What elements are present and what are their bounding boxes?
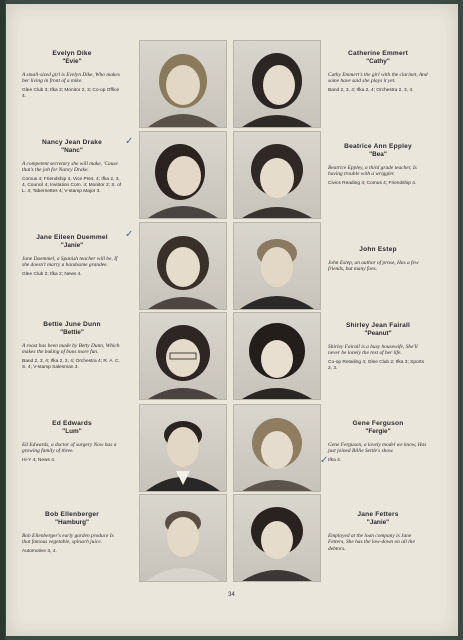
student-entry xyxy=(22,511,122,555)
student-activities: Comus 4; Friendship 4, Vice Pres. 4; Ifka 2, 3, 4, Council 4; Invitation Com. 4; Monitor 2; S. of L. 4; Tabernettes 4; V-stamp Major 3. xyxy=(22,176,122,194)
student-entry xyxy=(22,139,122,195)
book-spine xyxy=(0,0,5,640)
student-poem: Cathy Emmert's the girl with the clarinet, And some have said she plays it yet. xyxy=(328,72,428,85)
student-poem: Beatrice Eppley, a third grade teacher, Is having trouble with a wriggler. xyxy=(328,165,417,178)
student-entry xyxy=(22,50,122,100)
student-name: Jane Eileen Duemmel xyxy=(36,234,108,241)
student-name: Nancy Jean Drake xyxy=(41,139,102,146)
student-name: Bettie June Dunn xyxy=(43,321,101,328)
student-poem: A small-sized girl is Evelyn Dike, Who makes her living in front of a mike. xyxy=(22,72,120,85)
student-activities: Band 2, 3, 4; Ifka 2, 3, 4; Orchestra 4; R. A. C. S. 4; V-stamp Salesman 3. xyxy=(22,358,120,370)
student-portrait xyxy=(139,131,227,219)
student-entry xyxy=(328,246,428,276)
student-portrait xyxy=(233,404,321,492)
student-poem: Employed at the loan company is Jane Fetters, She has the low-down on all the debtors. xyxy=(328,533,415,552)
student-entry xyxy=(328,50,428,94)
student-portrait xyxy=(139,404,227,492)
student-activities: Glee Club 3; Ifka 3; Monitor 2, 3; Co-op Office 4. xyxy=(22,87,120,99)
student-nickname: "Nanc" xyxy=(61,147,83,154)
student-entry xyxy=(22,321,122,371)
student-activities: Hi-Y 4; News 4. xyxy=(22,457,56,463)
student-poem: Gene Ferguson, a lovely model we know, Has just joined Billie Settle's show. xyxy=(328,442,427,455)
student-entry xyxy=(328,420,428,464)
student-activities: Automotive 3, 4. xyxy=(22,548,57,554)
student-name: Ed Edwards xyxy=(52,420,92,427)
student-poem: John Estep, an author of prose, Has a few friends, but many foes. xyxy=(328,260,419,273)
student-portrait xyxy=(233,312,321,400)
student-nickname: "Janie" xyxy=(366,519,390,526)
student-entry xyxy=(328,511,428,555)
student-entry xyxy=(22,234,122,278)
student-nickname: "Bea" xyxy=(369,151,387,158)
student-activities: Civics Reading 4; Comus 4; Friendship 4. xyxy=(328,180,417,186)
student-name: Beatrice Ann Eppley xyxy=(344,143,412,150)
student-nickname: "Bettie" xyxy=(60,329,84,336)
student-nickname: "Evie" xyxy=(62,58,82,65)
student-name: Evelyn Dike xyxy=(52,50,92,57)
student-portrait xyxy=(139,312,227,400)
student-portrait xyxy=(233,40,321,128)
student-poem: A competent secretary she will make, 'Cause that's the job for Nancy Drake. xyxy=(22,161,118,174)
student-poem: Bob Ellenberger's early garden produce Is that famous vegetable, spinach juice. xyxy=(22,533,114,546)
student-entry xyxy=(22,420,122,464)
student-nickname: "Fergie" xyxy=(365,428,391,435)
page-number: 34 xyxy=(228,592,235,598)
student-nickname: "Peanut" xyxy=(364,330,392,337)
student-name: Catherine Emmert xyxy=(348,50,408,57)
student-poem: A roast has been made by Betty Dunn, Which makes the baking of buns more fun. xyxy=(22,343,120,356)
student-portrait xyxy=(233,494,321,582)
student-name: Gene Ferguson xyxy=(352,420,404,427)
student-portrait xyxy=(139,494,227,582)
student-nickname: "Hamburg" xyxy=(54,519,90,526)
student-portrait xyxy=(139,40,227,128)
checkmark-icon: ✓ xyxy=(320,455,329,466)
student-activities: Band 2, 3, 4; Ifka 2, 4; Orchestra 2, 3, 4. xyxy=(328,87,414,93)
student-name: Jane Fetters xyxy=(357,511,399,518)
student-poem: Jane Duemmel, a Spanish teacher will be, If she doesn't marry a handsome grandee. xyxy=(22,256,118,269)
student-portrait xyxy=(233,131,321,219)
student-portrait xyxy=(233,222,321,310)
student-nickname: "Cathy" xyxy=(366,58,390,65)
student-portrait xyxy=(139,222,227,310)
student-name: John Estep xyxy=(359,246,397,253)
student-nickname: "Janie" xyxy=(60,242,84,249)
student-entry xyxy=(328,322,428,372)
student-poem: Shirley Fairall is a busy housewife, She'll never be lonely the rest of her life. xyxy=(328,344,418,357)
student-activities: Ifka 4. xyxy=(328,457,342,463)
checkmark-icon: ✓ xyxy=(125,229,134,240)
student-entry xyxy=(328,143,428,187)
student-nickname: "Lum" xyxy=(62,428,82,435)
student-name: Bob Ellenberger xyxy=(45,511,99,518)
student-poem: Ed Edwards, a doctor of surgery Now has a growing family of three. xyxy=(22,442,117,455)
checkmark-icon: ✓ xyxy=(125,136,134,147)
student-name: Shirley Jean Fairall xyxy=(345,322,411,329)
student-activities: Co-op Retailing 4; Glee Club 2; Ifka 3; Sports 2, 3. xyxy=(328,359,424,371)
student-activities: Glee Club 2; Ifka 2; News 4. xyxy=(22,271,82,277)
